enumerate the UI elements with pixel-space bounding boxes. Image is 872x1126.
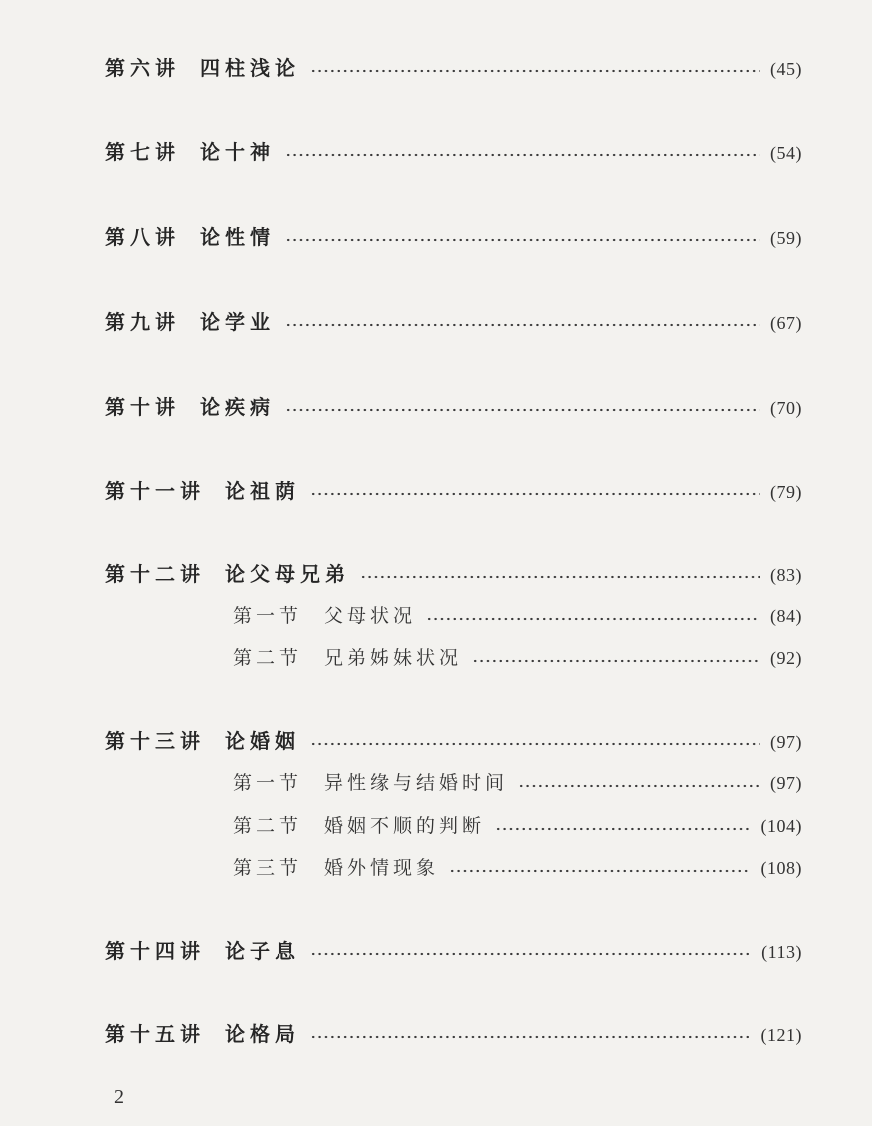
dot-leader (310, 68, 760, 74)
toc-section-row (233, 601, 802, 628)
section-number: 第二节 (233, 815, 303, 837)
chapter-number: 第十三讲 (105, 729, 205, 753)
dot-leader (472, 658, 760, 664)
toc-chapter-row (105, 221, 802, 250)
dot-leader (285, 152, 760, 158)
toc-section-row (233, 768, 802, 795)
chapter-title: 论性情 (200, 225, 275, 249)
chapter-title: 论子息 (225, 939, 300, 963)
page-ref: (121) (760, 1025, 802, 1045)
dot-leader (518, 783, 760, 789)
toc-chapter-row (105, 1018, 802, 1047)
dot-leader (495, 826, 750, 832)
chapter-number: 第六讲 (105, 56, 180, 80)
page-ref: (45) (770, 59, 802, 79)
dot-leader (310, 1034, 751, 1040)
dot-leader (360, 574, 760, 580)
chapter-number: 第十一讲 (105, 479, 205, 503)
chapter-number: 第十五讲 (105, 1022, 205, 1046)
toc-section-row (233, 853, 802, 880)
chapter-title: 论格局 (225, 1022, 300, 1046)
dot-leader (449, 868, 750, 874)
page-ref: (92) (770, 648, 802, 668)
page-ref: (70) (770, 398, 802, 418)
section-title: 婚姻不顺的判断 (324, 815, 486, 837)
chapter-number: 第十二讲 (105, 562, 205, 586)
page-ref: (67) (770, 313, 802, 333)
dot-leader (285, 322, 760, 328)
page-ref: (59) (770, 228, 802, 248)
chapter-title: 论学业 (200, 310, 275, 334)
toc-chapter-row (105, 391, 802, 420)
page-ref: (84) (770, 606, 802, 626)
toc-chapter-row (105, 136, 802, 165)
toc-chapter-row (105, 558, 802, 587)
chapter-number: 第十四讲 (105, 939, 205, 963)
section-title: 异性缘与结婚时间 (324, 772, 509, 794)
dot-leader (285, 407, 760, 413)
chapter-title: 论十神 (200, 140, 275, 164)
chapter-title: 论疾病 (200, 395, 275, 419)
chapter-title: 论父母兄弟 (225, 562, 350, 586)
page-ref: (83) (770, 565, 802, 585)
page-ref: (113) (761, 942, 802, 962)
chapter-number: 第九讲 (105, 310, 180, 334)
section-number: 第一节 (233, 772, 303, 794)
toc-chapter-row (105, 935, 802, 964)
section-title: 兄弟姊妹状况 (324, 647, 463, 669)
section-number: 第一节 (233, 605, 303, 627)
chapter-title: 四柱浅论 (200, 56, 300, 80)
toc-section-row (233, 643, 802, 670)
chapter-title: 论婚姻 (225, 729, 300, 753)
dot-leader (426, 616, 760, 622)
page-number: 2 (114, 1086, 124, 1108)
page-ref: (108) (760, 858, 802, 878)
dot-leader (285, 237, 760, 243)
chapter-number: 第十讲 (105, 395, 180, 419)
section-number: 第二节 (233, 647, 303, 669)
toc-chapter-row (105, 52, 802, 81)
page-ref: (97) (770, 732, 802, 752)
section-number: 第三节 (233, 857, 303, 879)
section-title: 父母状况 (324, 605, 417, 627)
page-ref: (97) (770, 773, 802, 793)
page-ref: (104) (760, 816, 802, 836)
page-ref: (79) (770, 482, 802, 502)
toc-section-row (233, 811, 802, 838)
dot-leader (310, 491, 760, 497)
page-ref: (54) (770, 143, 802, 163)
dot-leader (310, 951, 751, 957)
toc-chapter-row (105, 475, 802, 504)
chapter-number: 第七讲 (105, 140, 180, 164)
chapter-title: 论祖荫 (225, 479, 300, 503)
chapter-number: 第八讲 (105, 225, 180, 249)
dot-leader (310, 741, 760, 747)
section-title: 婚外情现象 (324, 857, 440, 879)
toc-chapter-row (105, 306, 802, 335)
toc-chapter-row (105, 725, 802, 754)
